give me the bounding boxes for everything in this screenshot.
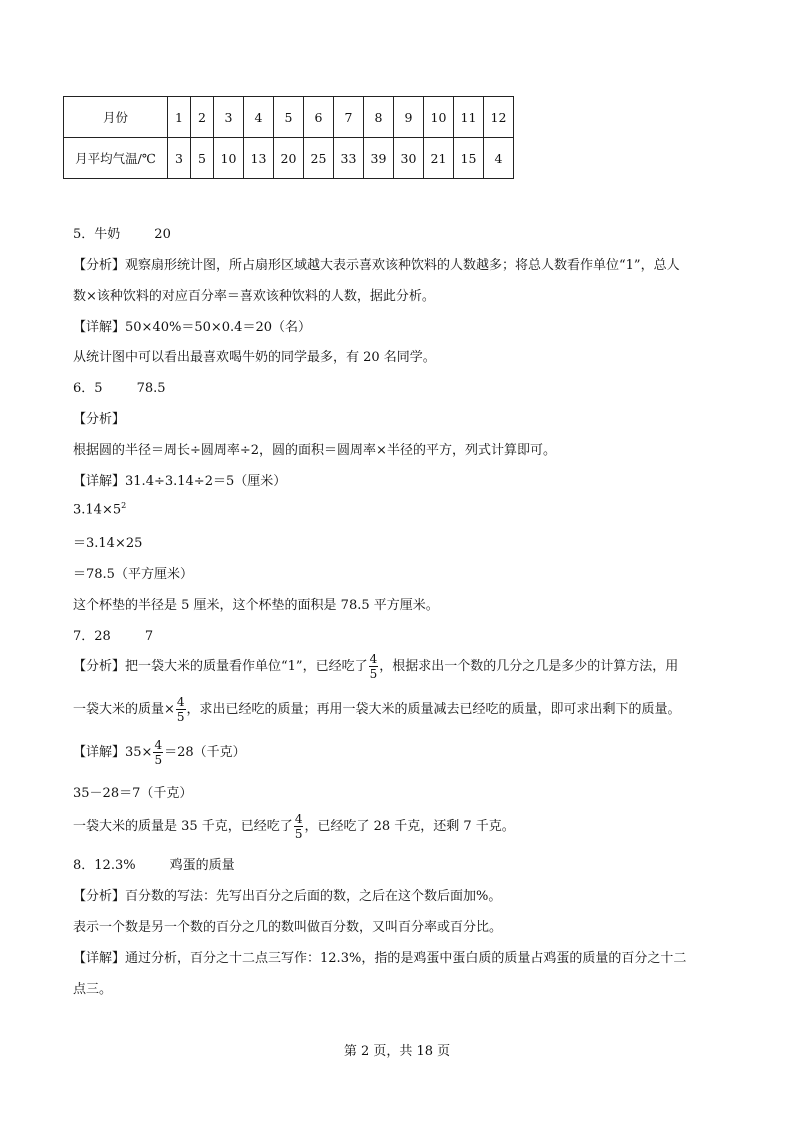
q6-calc-base: 3.14×5 — [73, 502, 122, 518]
q5-analysis-line-1 — [73, 254, 680, 273]
table-cell: 20 — [274, 138, 304, 179]
page-footer: 第 2 页，共 18 页 — [343, 1044, 451, 1059]
table-cell: 2 — [191, 97, 214, 138]
q6-answer-line — [73, 377, 166, 396]
q8-answer-1: 12.3% — [94, 858, 136, 873]
fraction-numerator: 4 — [369, 652, 378, 666]
table-cell: 12 — [484, 97, 514, 138]
table-cell: 4 — [484, 138, 514, 179]
q5-conclusion: 从统计图中可以看出最喜欢喝牛奶的同学最多，有 20 名同学。 — [73, 350, 436, 365]
table-cell: 33 — [334, 138, 364, 179]
fraction — [369, 652, 379, 681]
fraction-denominator: 5 — [369, 667, 378, 681]
fraction-denominator: 5 — [176, 710, 185, 724]
temperature-table — [63, 96, 514, 179]
q8-answer-2: 鸡蛋的质量 — [169, 858, 235, 873]
q5-answer-line — [73, 223, 171, 242]
fraction-numerator: 4 — [176, 695, 185, 709]
table-cell: 10 — [424, 97, 454, 138]
q5-detail-line — [73, 316, 311, 335]
analysis-tag: 【分析】 — [73, 659, 126, 674]
q6-detail-text: 31.4÷3.14÷2＝5（厘米） — [125, 474, 287, 489]
q7-analysis-text-b: ，根据求出一个数的几分之几是多少的计算方法，用 — [379, 659, 679, 674]
q6-calc-exponent: 2 — [121, 501, 127, 510]
table-cell: 5 — [191, 138, 214, 179]
q6-conclusion: 这个杯垫的半径是 5 厘米，这个杯垫的面积是 78.5 平方厘米。 — [73, 598, 439, 613]
table-row — [64, 97, 514, 138]
detail-tag: 【详解】 — [73, 320, 126, 335]
table-cell: 21 — [424, 138, 454, 179]
detail-tag: 【详解】 — [73, 745, 126, 760]
q6-calc-line-1 — [73, 501, 126, 517]
fraction — [176, 695, 186, 724]
table-cell: 8 — [364, 97, 394, 138]
analysis-tag: 【分析】 — [73, 889, 126, 904]
q5-analysis-line-2: 数×该种饮料的对应百分率＝喜欢该种饮料的人数，据此分析。 — [73, 289, 435, 304]
q5-detail-text: 50×40%＝50×0.4＝20（名） — [125, 320, 311, 335]
q6-answer-1: 5 — [94, 381, 103, 396]
q7-calc-line: 35－28＝7（千克） — [73, 786, 193, 801]
q7-conclusion-a: 一袋大米的质量是 35 千克，已经吃了 — [73, 819, 293, 834]
q7-detail-line — [73, 738, 246, 767]
q7-conclusion-b: ，已经吃了 28 千克，还剩 7 千克。 — [304, 819, 515, 834]
q8-detail-text: 通过分析，百分之十二点三写作：12.3%，指的是鸡蛋中蛋白质的质量占鸡蛋的质量的百分之十二 — [125, 951, 687, 966]
table-row — [64, 138, 514, 179]
fraction-numerator: 4 — [294, 812, 303, 826]
table-cell: 13 — [244, 138, 274, 179]
q5-answer-2: 20 — [154, 227, 171, 242]
q8-answer-line — [73, 854, 235, 873]
q7-analysis-text-c: 一袋大米的质量× — [73, 702, 175, 717]
q7-detail-text-a: 35× — [125, 745, 153, 760]
q6-answer-2: 78.5 — [136, 381, 166, 396]
q7-answer-line — [73, 625, 153, 644]
q7-analysis-line-1 — [73, 652, 678, 681]
q6-calc-line-2: ＝3.14×25 — [73, 536, 143, 551]
table-cell: 1 — [168, 97, 191, 138]
q6-analysis-text: 根据圆的半径＝周长÷圆周率÷2，圆的面积＝圆周率×半径的平方，列式计算即可。 — [73, 443, 556, 458]
q6-detail-line — [73, 470, 286, 489]
q6-analysis-tag: 【分析】 — [73, 412, 126, 427]
table-cell: 3 — [168, 138, 191, 179]
fraction — [294, 812, 304, 841]
q8-detail-line — [73, 947, 686, 966]
q5-answer-1: 牛奶 — [94, 227, 121, 242]
table-cell: 3 — [214, 97, 244, 138]
table-cell: 30 — [394, 138, 424, 179]
table-cell: 5 — [274, 97, 304, 138]
analysis-tag: 【分析】 — [73, 258, 126, 273]
q6-calc-line-3: ＝78.5（平方厘米） — [73, 567, 193, 582]
q6-number: 6． — [73, 381, 95, 396]
q7-conclusion — [73, 812, 515, 841]
q8-analysis-line — [73, 885, 501, 904]
table-cell: 9 — [394, 97, 424, 138]
detail-tag: 【详解】 — [73, 951, 126, 966]
q7-answer-1: 28 — [94, 629, 111, 644]
q8-number: 8． — [73, 858, 95, 873]
q7-analysis-line-2 — [73, 695, 681, 724]
q7-answer-2: 7 — [144, 629, 154, 644]
q8-line-2: 表示一个数是另一个数的百分之几的数叫做百分数，又叫百分率或百分比。 — [73, 920, 503, 935]
q5-number: 5． — [73, 227, 95, 242]
table-cell: 4 — [244, 97, 274, 138]
table-cell: 25 — [304, 138, 334, 179]
q7-analysis-text-d: ，求出已经吃的质量；再用一袋大米的质量减去已经吃的质量，即可求出剩下的质量。 — [186, 702, 681, 717]
fraction-denominator: 5 — [294, 827, 303, 841]
table-cell: 7 — [334, 97, 364, 138]
q7-analysis-text-a: 把一袋大米的质量看作单位“1”，已经吃了 — [125, 659, 368, 674]
detail-tag: 【详解】 — [73, 474, 126, 489]
fraction-denominator: 5 — [154, 753, 163, 767]
fraction-numerator: 4 — [154, 738, 163, 752]
table-header-cell: 月份 — [64, 97, 168, 138]
q8-analysis-text: 百分数的写法：先写出百分之后面的数，之后在这个数后面加%。 — [125, 889, 502, 904]
q7-number: 7． — [73, 629, 95, 644]
table-header-cell: 月平均气温/℃ — [64, 138, 168, 179]
q7-detail-text-b: ＝28（千克） — [164, 745, 246, 760]
table-cell: 11 — [454, 97, 484, 138]
fraction — [153, 738, 163, 767]
table-cell: 39 — [364, 138, 394, 179]
q5-analysis-text: 观察扇形统计图，所占扇形区域越大表示喜欢该种饮料的人数越多；将总人数看作单位“1”，总人 — [125, 258, 680, 273]
table-cell: 15 — [454, 138, 484, 179]
table-cell: 10 — [214, 138, 244, 179]
q8-detail-line-2: 点三。 — [73, 982, 113, 997]
table-cell: 6 — [304, 97, 334, 138]
